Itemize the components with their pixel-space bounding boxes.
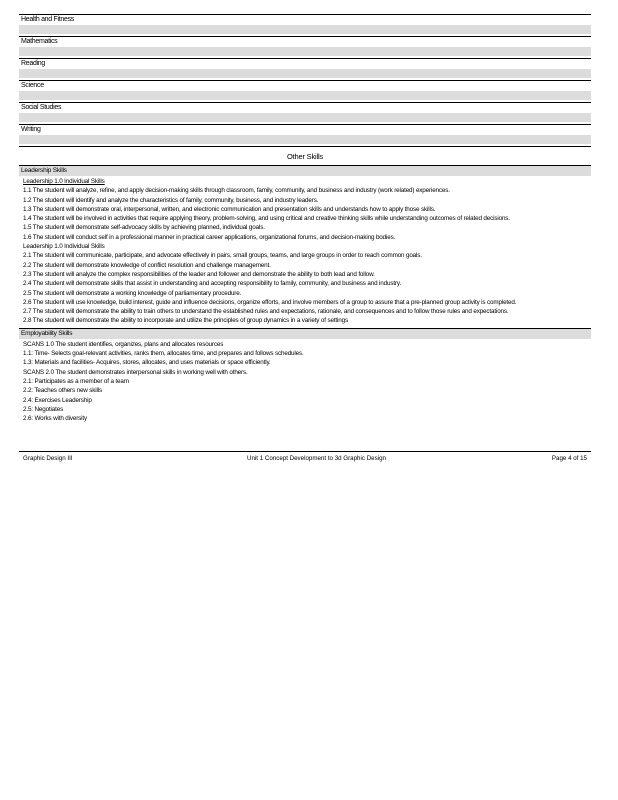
standard-line: 2.1: Participates as a member of a team xyxy=(23,377,129,385)
subject-shade-bar xyxy=(19,113,591,122)
subject-rows xyxy=(19,14,591,146)
standard-line: 2.7 The student will demonstrate the ability to train others to understand the established rules and expectations, rationale, and consequences and to follow those rules and expectations. xyxy=(23,308,509,316)
standard-line: 2.6 The student will use knowledge, build interest, guide and influence decisions, organize efforts, and involve members of a group to assure that a pre-planned group activity is completed. xyxy=(23,298,517,306)
other-skills-heading: Other Skills xyxy=(19,146,591,165)
standard-line: 1.6 The student will conduct self in a professional manner in practical career applications, organizational forums, and decision-making bodies. xyxy=(23,233,396,241)
subject-label: Science xyxy=(21,82,44,89)
employability-content xyxy=(19,339,591,426)
subject-shade-bar xyxy=(19,91,591,100)
standard-line: 2.2: Teaches others new skills xyxy=(23,387,103,395)
subject-label: Writing xyxy=(21,126,41,133)
standard-line: 2.4: Exercises Leadership xyxy=(23,396,92,404)
standard-line: 2.6: Works with diversity xyxy=(23,415,88,423)
scans-heading: SCANS 2.0 The student demonstrates interpersonal skills in working well with others. xyxy=(23,368,248,376)
standard-line: 1.2 The student will identify and analyze the characteristics of family, community, business, and industry leaders. xyxy=(23,196,319,204)
page-footer xyxy=(19,451,591,464)
standard-line: 1.1: Time- Selects goal-relevant activities, ranks them, allocates time, and prepares and follows schedules. xyxy=(23,350,304,358)
standard-line: 1.5 The student will demonstrate self-advocacy skills by achieving planned, individual goals. xyxy=(23,224,265,232)
subject-shade-bar xyxy=(19,135,591,144)
employability-section-bar: Employability Skills xyxy=(19,328,591,339)
subject-shade-bar xyxy=(19,25,591,34)
footer-unit: Unit 1 Concept Development to 3d Graphic Design xyxy=(247,455,386,462)
standard-line: 2.5 The student will demonstrate a working knowledge of parliamentary procedure. xyxy=(23,289,242,297)
subject-row xyxy=(19,14,591,36)
leadership-content xyxy=(19,176,591,328)
standard-line: 1.1 The student will analyze, refine, and apply decision-making skills through classroom, family, community, and business and industry (work related) experiences. xyxy=(23,187,450,195)
section-heading: Leadership 1.0 Individual Skills xyxy=(23,178,105,185)
subject-shade-bar xyxy=(19,47,591,56)
standard-line: 1.4 The student will be involved in activities that require applying theory, problem-solving, and using critical and creative thinking skills while understanding outcomes of related decisions. xyxy=(23,215,510,223)
subject-label: Health and Fitness xyxy=(21,16,74,23)
standard-line: 2.8 The student will demonstrate the ability to incorporate and utilize the principles of group dynamics in a variety of settings xyxy=(23,317,348,325)
subject-row xyxy=(19,102,591,124)
standard-line: 1.3: Materials and facilities- Acquires, stores, allocates, and uses materials or space efficiently. xyxy=(23,359,271,367)
standard-line: 2.4 The student will demonstrate skills that assist in understanding and accepting responsibility to family, community, and business and industry. xyxy=(23,280,402,288)
standard-line: 2.2 The student will demonstrate knowledge of conflict resolution and challenge management. xyxy=(23,261,271,269)
subject-label: Mathematics xyxy=(21,38,58,45)
standard-line: 2.1 The student will communicate, participate, and advocate effectively in pairs, small groups, teams, and large groups in order to reach common goals. xyxy=(23,252,422,260)
section-heading: Leadership 1.0 Individual Skills xyxy=(23,243,105,251)
footer-course: Graphic Design III xyxy=(23,455,73,462)
scans-heading: SCANS 1.0 The student identifies, organizes, plans and allocates resources xyxy=(23,340,224,348)
subject-label: Social Studies xyxy=(21,104,62,111)
standard-line: 2.5: Negotiates xyxy=(23,405,64,413)
standard-line: 1.3 The student will demonstrate oral, interpersonal, written, and electronic communication and presentation skills and understands how to apply those skills. xyxy=(23,205,436,213)
standard-line: 2.3 The student will analyze the complex responsibilities of the leader and follower and demonstrate the ability to both lead and follow. xyxy=(23,270,375,278)
subject-row xyxy=(19,80,591,102)
subject-label: Reading xyxy=(21,60,45,67)
subject-row xyxy=(19,58,591,80)
standards-document xyxy=(19,14,591,425)
subject-row xyxy=(19,36,591,58)
footer-page-number: Page 4 of 15 xyxy=(551,455,587,462)
subject-row xyxy=(19,124,591,146)
subject-shade-bar xyxy=(19,69,591,78)
leadership-section-bar: Leadership Skills xyxy=(19,165,591,176)
